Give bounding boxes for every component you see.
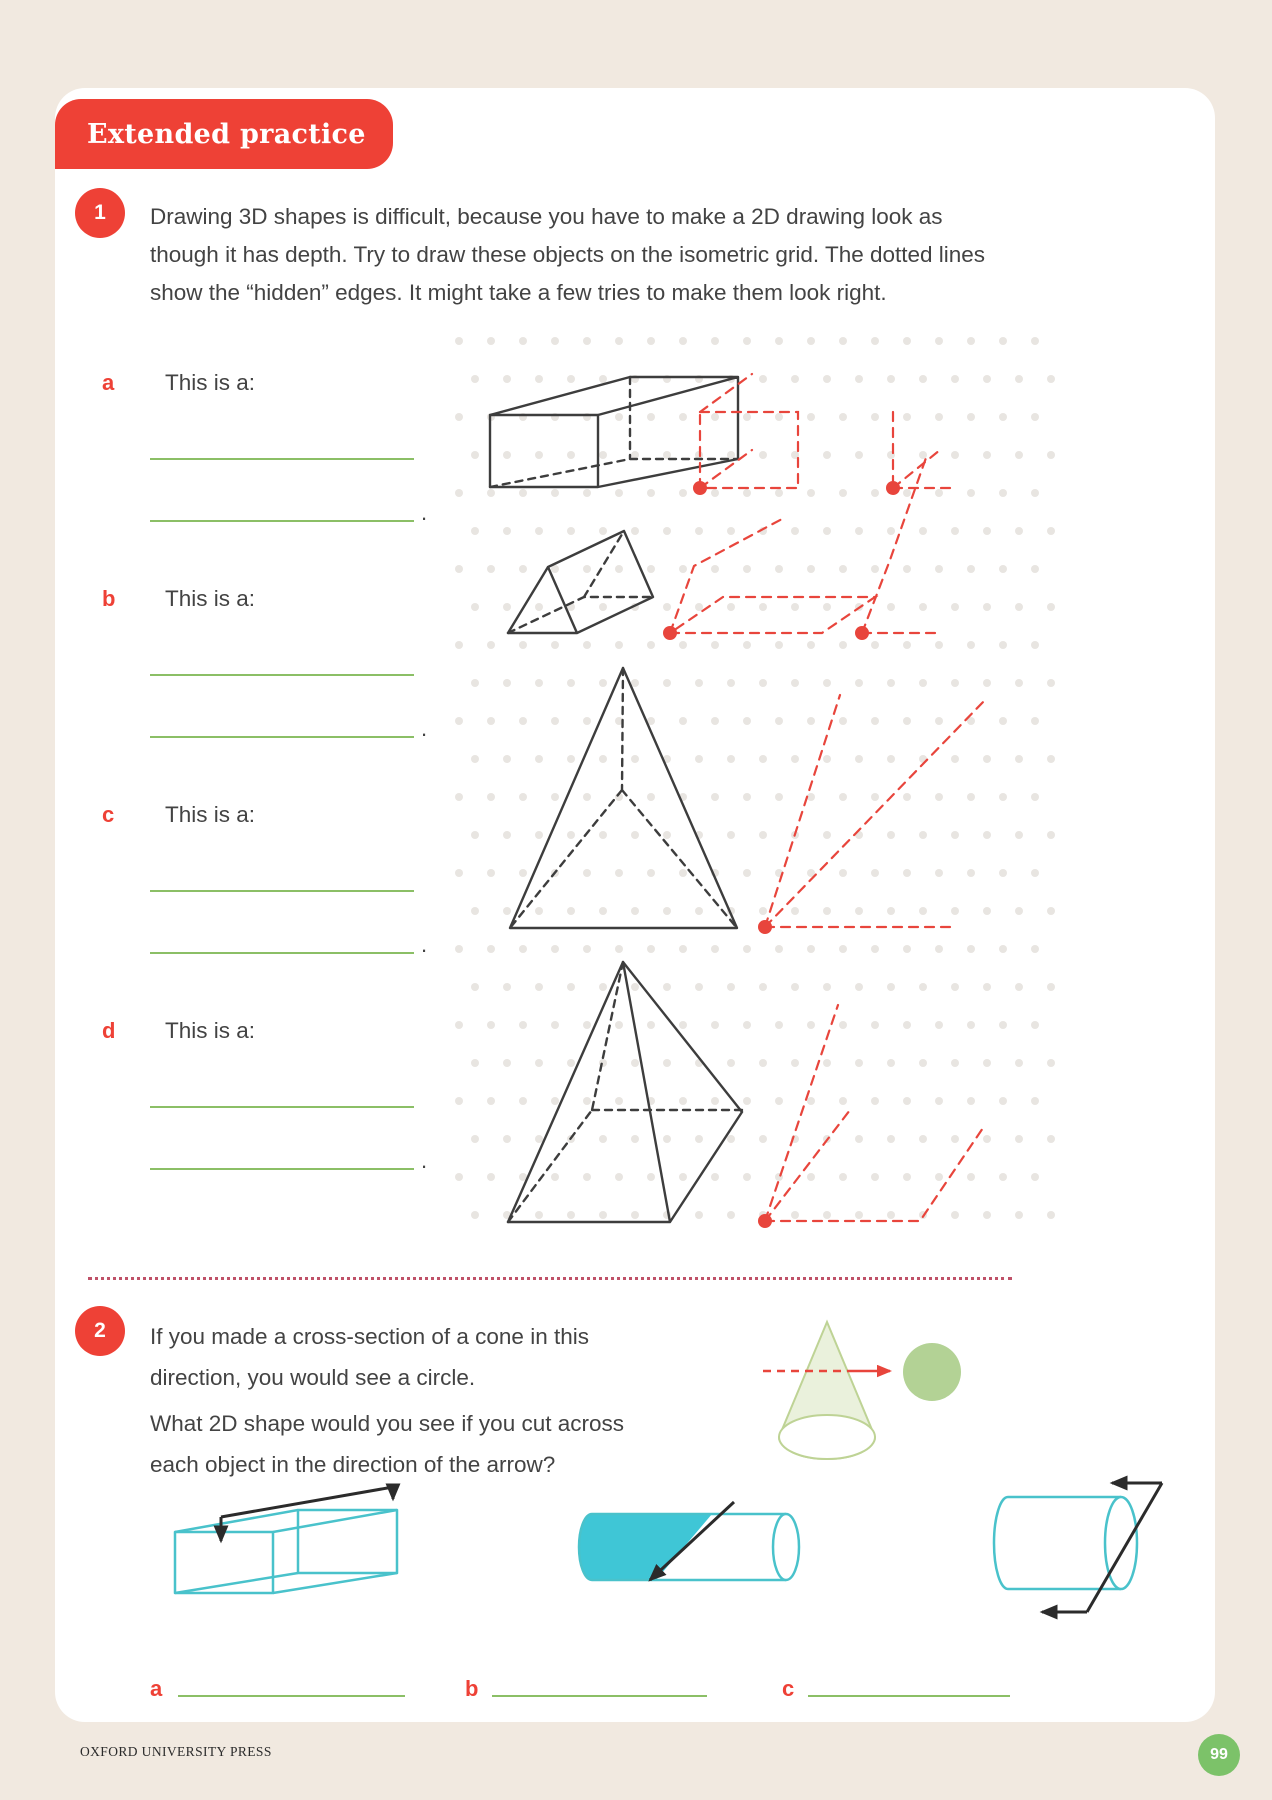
item-b-letter: b: [102, 586, 116, 611]
question-2-line-3: What 2D shape would you see if you cut across: [150, 1411, 624, 1436]
bottom-answer-a-line[interactable]: [178, 1695, 405, 1697]
question-2-paragraph-1: [150, 1316, 770, 1398]
question-2-line-2: direction, you would see a circle.: [150, 1365, 476, 1390]
cuboid-object: [175, 1510, 397, 1593]
bottom-answer-b-line[interactable]: [492, 1695, 707, 1697]
item-d-period: .: [421, 1148, 428, 1173]
question-1-number-badge: [75, 188, 125, 238]
item-b: [0, 586, 450, 786]
question-2-number-badge: [75, 1306, 125, 1356]
item-b-prompt: This is a:: [165, 586, 256, 611]
section-banner: [55, 99, 393, 169]
section-divider: [88, 1277, 1012, 1280]
item-b-answer-line-1[interactable]: [150, 674, 414, 676]
question-1-line-2: though it has depth. Try to draw these objects on the isometric grid. The dotted lines: [150, 242, 986, 267]
item-a-period: .: [421, 500, 428, 525]
bottom-answer-c-letter: c: [782, 1676, 795, 1701]
item-c-period: .: [421, 932, 428, 957]
isometric-grid-panel: [440, 312, 1080, 1252]
item-d-letter: d: [102, 1018, 116, 1043]
triangular-prism-drawing: [508, 531, 653, 633]
item-c-prompt: This is a:: [165, 802, 256, 827]
page-number-badge: [1198, 1734, 1240, 1776]
prism-axes-hint: [862, 455, 940, 633]
question-2-number: 2: [94, 1319, 106, 1342]
cylinder-object-filled: [579, 1502, 799, 1580]
item-d: [0, 1018, 450, 1218]
item-a-letter: a: [102, 370, 115, 395]
item-d-answer-line-2[interactable]: [150, 1168, 414, 1170]
triangular-pyramid-axes-hint: [765, 695, 985, 927]
cuboid-axes-hint: [893, 412, 955, 488]
cone-illustration: [779, 1322, 875, 1459]
square-pyramid-drawing: [508, 962, 742, 1222]
question-2-line-4: each object in the direction of the arrow?: [150, 1452, 556, 1477]
square-pyramid-start-dot: [758, 1214, 772, 1228]
grid-dots: [455, 337, 1055, 1219]
item-b-answer-line-2[interactable]: [150, 736, 414, 738]
question-1-line-1: Drawing 3D shapes is difficult, because you have to make a 2D drawing look as: [150, 204, 943, 229]
publisher-name: OXFORD UNIVERSITY PRESS: [80, 1744, 272, 1759]
bottom-answer-a-letter: a: [150, 1676, 163, 1701]
objects-panel: [150, 1465, 1180, 1630]
cylinder-object-outline: [994, 1483, 1162, 1612]
cut-arrow-c: [1042, 1483, 1162, 1612]
question-1-number: 1: [94, 201, 106, 224]
question-2-line-1: If you made a cross-section of a cone in this: [150, 1324, 589, 1349]
item-d-answer-line-1[interactable]: [150, 1106, 414, 1108]
triangular-pyramid-start-dot: [758, 920, 772, 934]
item-c-answer-line-2[interactable]: [150, 952, 414, 954]
item-a-prompt: This is a:: [165, 370, 256, 395]
triangular-pyramid-drawing: [510, 668, 737, 928]
item-a-answer-line-1[interactable]: [150, 458, 414, 460]
question-1-line-3: show the “hidden” edges. It might take a few tries to make them look right.: [150, 280, 887, 305]
item-d-prompt: This is a:: [165, 1018, 256, 1043]
cone-example-panel: [752, 1312, 967, 1467]
square-pyramid-axes-hint: [765, 1005, 985, 1221]
prism-hint-sketch: [670, 519, 875, 633]
prism-axes-start-dot: [855, 626, 869, 640]
prism-hint-start-dot: [663, 626, 677, 640]
cross-section-circle: [903, 1343, 961, 1401]
item-c-answer-line-1[interactable]: [150, 890, 414, 892]
cuboid-hint-start-dot: [693, 481, 707, 495]
cuboid-hint-sketch: [700, 374, 798, 488]
item-b-period: .: [421, 716, 428, 741]
question-1-text: [150, 198, 1070, 312]
section-banner-label: Extended practice: [87, 118, 366, 150]
bottom-answer-b-letter: b: [465, 1676, 479, 1701]
item-c: [0, 802, 450, 1002]
bottom-answer-c-line[interactable]: [808, 1695, 1010, 1697]
cuboid-axes-start-dot: [886, 481, 900, 495]
bottom-answer-row: [0, 1676, 1272, 1716]
item-c-letter: c: [102, 802, 115, 827]
item-a-answer-line-2[interactable]: [150, 520, 414, 522]
page-number: 99: [1210, 1746, 1228, 1763]
item-a: [0, 370, 450, 570]
